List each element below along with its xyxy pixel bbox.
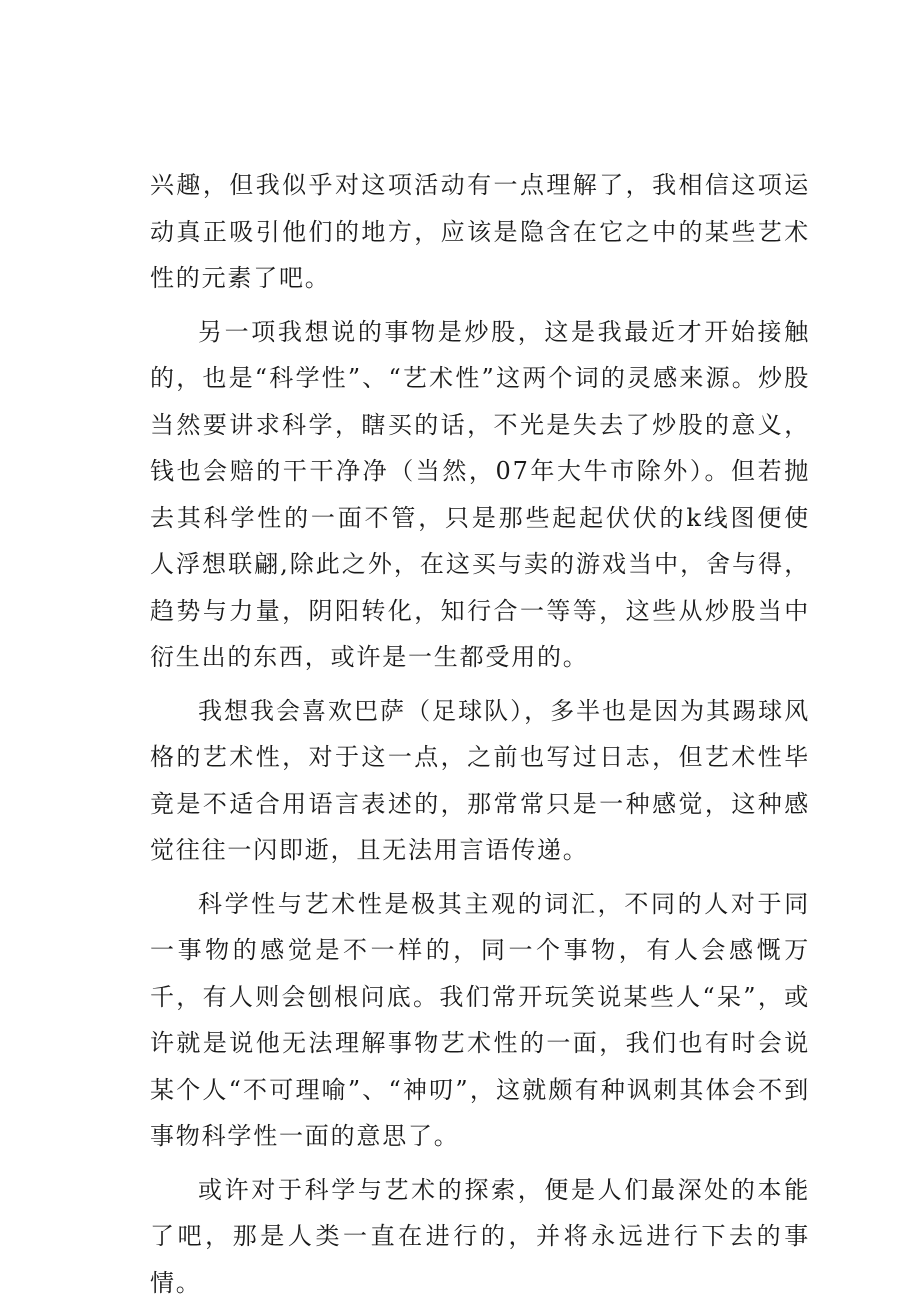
- document-body: [150, 162, 810, 1313]
- paragraph-4: 科学性与艺术性是极其主观的词汇，不同的人对于同一事物的感觉是不一样的，同一个事物，有人会感慨万千，有人则会刨根问底。我们常开玩笑说某些人“呆”，或许就是说他无法理解事物艺术性的一面，我们也有时会说某个人“不可理喻”、“神叨”，这就颇有种讽刺其体会不到事物科学性一面的意思了。: [150, 889, 810, 1150]
- paragraph-1: 兴趣，但我似乎对这项活动有一点理解了，我相信这项运动真正吸引他们的地方，应该是隐含在它之中的某些艺术性的元素了吧。: [150, 171, 810, 292]
- paragraph-3: 我想我会喜欢巴萨（足球队），多半也是因为其踢球风格的艺术性，对于这一点，之前也写过日志，但艺术性毕竟是不适合用语言表述的，那常常只是一种感觉，这种感觉往往一闪即逝，且无法用言语传递。: [150, 696, 810, 864]
- paragraph-2: 另一项我想说的事物是炒股，这是我最近才开始接触的，也是“科学性”、“艺术性”这两个词的灵感来源。炒股当然要讲求科学，瞎买的话，不光是失去了炒股的意义，钱也会赔的干干净净（当然，07年大牛市除外）。但若抛去其科学性的一面不管，只是那些起起伏伏的k线图便使人浮想联翩,除此之外，在这买与卖的游戏当中，舍与得，趋势与力量，阴阳转化，知行合一等等，这些从炒股当中衍生出的东西，或许是一生都受用的。: [150, 317, 810, 671]
- paragraph-5: 或许对于科学与艺术的探索，便是人们最深处的本能了吧，那是人类一直在进行的，并将永远进行下去的事情。: [150, 1175, 810, 1297]
